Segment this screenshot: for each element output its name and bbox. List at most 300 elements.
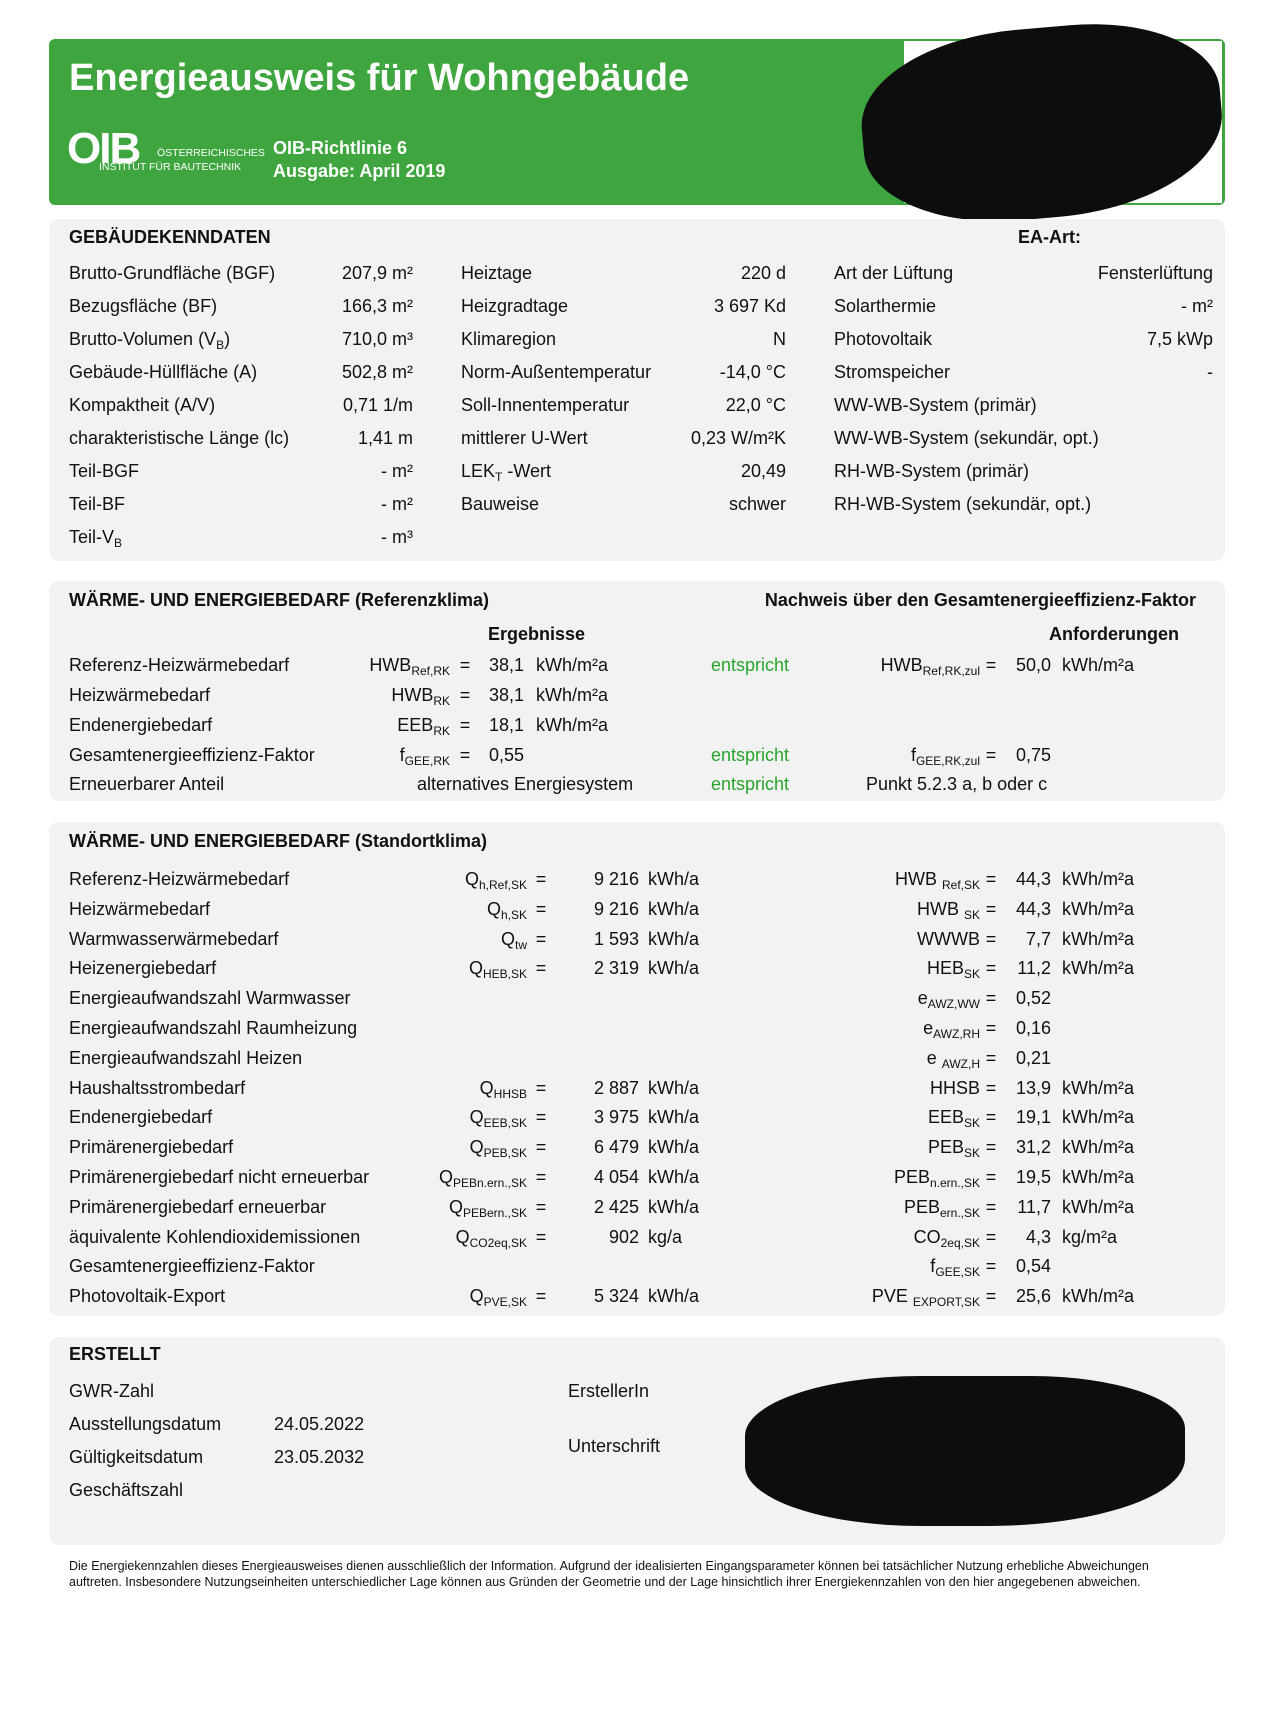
reference-row-label: Heizwärmebedarf (69, 685, 211, 705)
site-row-specific-symbol (780, 987, 980, 1011)
symbol-subscript: RK (433, 694, 450, 708)
label-subscript: B (216, 338, 225, 352)
site-row-label: Energieaufwandszahl Heizen (69, 1048, 303, 1068)
symbol-base: f (930, 1256, 936, 1276)
label-subscript: T (495, 470, 503, 484)
site-row-unit: kWh/a (648, 1167, 700, 1187)
site-row-quantity-symbol (360, 1166, 527, 1190)
reference-row-equals: = (459, 685, 471, 705)
site-row-specific-unit: kWh/m²a (1062, 1137, 1134, 1157)
symbol-base: Q (469, 1286, 484, 1306)
reference-row-symbol (300, 684, 450, 708)
building-data-value: - m² (1181, 296, 1213, 316)
site-row-specific-value: 19,1 (1015, 1107, 1051, 1127)
symbol-base: f (910, 745, 916, 765)
symbol-base: Q (469, 1107, 484, 1127)
site-row-specific-symbol (780, 1285, 980, 1309)
building-data-label: Art der Lüftung (834, 263, 954, 283)
label-text: Teil-BF (69, 494, 126, 514)
symbol-subscript: AWZ,WW (927, 997, 980, 1011)
symbol-base: WWWB (917, 929, 980, 949)
building-data-label (461, 394, 629, 416)
site-row-equals: = (535, 1137, 547, 1157)
site-row-specific-value: 13,9 (1015, 1078, 1051, 1098)
label-text: Bauweise (461, 494, 540, 514)
site-row-specific-unit: kWh/m²a (1062, 1078, 1134, 1098)
site-row-label: Photovoltaik-Export (69, 1286, 226, 1306)
site-row-equals: = (535, 1286, 547, 1306)
reference-row-symbol (300, 714, 450, 738)
building-data-value: 22,0 °C (725, 395, 786, 415)
site-row-value: 9 216 (593, 869, 639, 889)
guideline-name: OIB-Richtlinie 6 (273, 138, 408, 158)
label-end: ) (224, 329, 231, 349)
building-data-label: RH-WB-System (primär) (834, 461, 1029, 481)
label-text: Kompaktheit (A/V) (69, 395, 216, 415)
issuer-label: ErstellerIn (568, 1381, 650, 1401)
site-row-specific-equals: = (985, 1256, 997, 1276)
label-text: mittlerer U-Wert (461, 428, 588, 448)
building-data-value: 20,49 (740, 461, 786, 481)
site-row-equals: = (535, 899, 547, 919)
building-data-value: 207,9 m² (341, 263, 413, 283)
building-data-label (69, 460, 139, 482)
site-row-unit: kWh/a (648, 1197, 700, 1217)
building-data-label (461, 328, 556, 350)
site-row-label: Primärenergiebedarf erneuerbar (69, 1197, 327, 1217)
symbol-subscript: ern.,SK (939, 1206, 980, 1220)
site-row-value: 3 975 (593, 1107, 639, 1127)
building-data-label (461, 295, 568, 317)
symbol-base: Q (479, 1078, 494, 1098)
symbol-base: HHSB (929, 1078, 980, 1098)
building-data-label: Solarthermie (834, 296, 937, 316)
site-row-specific-unit: kWh/m²a (1062, 958, 1134, 978)
site-row-specific-symbol (780, 1047, 980, 1071)
symbol-base: HWB (880, 655, 923, 675)
symbol-subscript: GEE,RK (404, 754, 450, 768)
symbol-base: PVE (871, 1286, 913, 1306)
site-row-label: Energieaufwandszahl Raumheizung (69, 1018, 358, 1038)
building-data-label (461, 493, 539, 515)
site-row-specific-value: 25,6 (1015, 1286, 1051, 1306)
label-text: charakteristische Länge (lc) (69, 428, 290, 448)
label-text: Soll-Innentemperatur (461, 395, 630, 415)
building-data-value: 166,3 m² (341, 296, 413, 316)
guideline-info (273, 137, 445, 183)
institute-name-line1: ÖSTERREICHISCHES (157, 147, 265, 159)
building-data-label (69, 295, 217, 317)
site-row-specific-symbol (780, 1136, 980, 1160)
site-row-specific-unit: kWh/m²a (1062, 929, 1134, 949)
site-row-specific-equals: = (985, 1018, 997, 1038)
site-row-specific-equals: = (985, 1107, 997, 1127)
symbol-base: Q (448, 1197, 463, 1217)
symbol-subscript: Ref,SK (941, 878, 980, 892)
site-row-specific-symbol (780, 1196, 980, 1220)
label-text: Heiztage (461, 263, 533, 283)
symbol-base: Q (469, 1137, 484, 1157)
symbol-base: e (926, 1048, 942, 1068)
symbol-base: Q (455, 1227, 470, 1247)
renewable-share-label: Erneuerbarer Anteil (69, 774, 225, 794)
site-row-quantity-symbol (360, 1285, 527, 1309)
symbol-base: Q (468, 958, 483, 978)
site-row-specific-value: 4,3 (1025, 1227, 1051, 1247)
requirements-column-heading: Anforderungen (1049, 624, 1179, 644)
requirement-value: 0,75 (1015, 745, 1051, 765)
site-row-specific-symbol (780, 898, 980, 922)
site-row-specific-equals: = (985, 929, 997, 949)
oib-logo-icon: OIB (67, 124, 140, 173)
building-data-label (69, 394, 215, 416)
disclaimer-footnote: Die Energiekennzahlen dieses Energieausweises dienen ausschließlich der Information. Aufgrund der idealisierten Eingangsparameter können bei tatsächlicher Nutzung erhebliche Abweichungen auftreten. Insbesondere Nutzungseinheiten unterschiedlicher Lage können aus Gründen der Geometrie und der Lage hinsichtlich ihrer Energiekennzahlen von den hier angegebenen abweichen. (69, 1559, 1149, 1589)
building-data-label (461, 427, 588, 449)
site-row-label: Gesamtenergieeffizienz-Faktor (69, 1256, 315, 1276)
site-row-label: Warmwasserwärmebedarf (69, 929, 279, 949)
building-data-value: N (773, 329, 786, 349)
site-row-specific-equals: = (985, 1197, 997, 1217)
created-row-label: Ausstellungsdatum (69, 1414, 222, 1434)
reference-row-status: entspricht (711, 745, 790, 765)
reference-climate-panel (49, 581, 1225, 801)
label-text: Bezugsfläche (BF) (69, 296, 218, 316)
reference-row-equals: = (459, 715, 471, 735)
symbol-subscript: n.ern.,SK (929, 1176, 980, 1190)
site-row-specific-value: 11,7 (1017, 1197, 1051, 1217)
building-data-value: 0,23 W/m²K (690, 428, 786, 448)
site-row-label: Heizenergiebedarf (69, 958, 217, 978)
building-data-value: 502,8 m² (341, 362, 413, 382)
site-row-specific-symbol (780, 1255, 980, 1279)
site-row-value: 902 (608, 1227, 639, 1247)
redaction-mark (745, 1376, 1185, 1526)
building-data-value: 3 697 Kd (713, 296, 786, 316)
label-text: Heizgradtage (461, 296, 569, 316)
site-row-specific-equals: = (985, 1078, 997, 1098)
symbol-subscript: AWZ,RH (933, 1027, 980, 1041)
symbol-base: e (923, 1018, 934, 1038)
symbol-base: HWB (916, 899, 964, 919)
site-row-specific-unit: kWh/m²a (1062, 869, 1134, 889)
guideline-edition: Ausgabe: April 2019 (273, 161, 446, 181)
symbol-base: EEB (397, 715, 434, 735)
building-data-label (69, 361, 257, 383)
renewable-share-value: alternatives Energiesystem (417, 774, 634, 794)
building-data-value: - m² (381, 461, 413, 481)
building-data-label: Photovoltaik (834, 329, 933, 349)
site-row-specific-equals: = (985, 1048, 997, 1068)
label-text: Norm-Außentemperatur (461, 362, 652, 382)
site-row-label: Endenergiebedarf (69, 1107, 213, 1127)
symbol-subscript: EXPORT,SK (912, 1295, 980, 1309)
site-row-quantity-symbol (360, 1077, 527, 1101)
site-row-unit: kg/a (648, 1227, 683, 1247)
site-row-equals: = (535, 958, 547, 978)
site-row-quantity-symbol (360, 1106, 527, 1130)
site-row-value: 9 216 (593, 899, 639, 919)
symbol-base: Q (486, 899, 501, 919)
site-climate-heading: WÄRME- UND ENERGIEBEDARF (Standortklima) (69, 831, 488, 851)
site-row-equals: = (535, 1197, 547, 1217)
reference-row-value: 0,55 (488, 745, 524, 765)
symbol-subscript: EEB,SK (483, 1116, 527, 1130)
renewable-share-requirement: Punkt 5.2.3 a, b oder c (866, 774, 1048, 794)
label-text: Brutto-Volumen (V (69, 329, 217, 349)
site-row-specific-unit: kWh/m²a (1062, 1167, 1134, 1187)
site-row-equals: = (535, 1078, 547, 1098)
site-row-specific-unit: kWh/m²a (1062, 1286, 1134, 1306)
site-row-specific-equals: = (985, 1137, 997, 1157)
site-row-quantity-symbol (360, 957, 527, 981)
building-data-label: Stromspeicher (834, 362, 951, 382)
symbol-subscript: PEB,SK (483, 1146, 527, 1160)
site-row-specific-value: 0,54 (1015, 1256, 1051, 1276)
label-text: Teil-V (69, 527, 115, 547)
building-data-label: RH-WB-System (sekundär, opt.) (834, 494, 1092, 514)
reference-climate-heading: WÄRME- UND ENERGIEBEDARF (Referenzklima) (69, 590, 490, 610)
site-row-unit: kWh/a (648, 899, 700, 919)
created-row-label: GWR-Zahl (69, 1381, 154, 1401)
site-row-equals: = (535, 929, 547, 949)
site-row-specific-value: 7,7 (1025, 929, 1051, 949)
building-data-label: WW-WB-System (primär) (834, 395, 1037, 415)
symbol-subscript: PEBern.,SK (462, 1206, 527, 1220)
site-row-value: 2 425 (593, 1197, 639, 1217)
site-row-specific-value: 31,2 (1015, 1137, 1051, 1157)
building-data-value: 1,41 m (357, 428, 413, 448)
site-row-specific-equals: = (985, 1286, 997, 1306)
symbol-subscript: SK (963, 1146, 980, 1160)
renewable-share-status: entspricht (711, 774, 790, 794)
site-row-specific-symbol (780, 1017, 980, 1041)
site-row-unit: kWh/a (648, 1286, 700, 1306)
site-row-specific-equals: = (985, 899, 997, 919)
symbol-base: HWB (369, 655, 412, 675)
label-end: -Wert (502, 461, 552, 481)
site-row-specific-symbol (780, 1226, 980, 1250)
building-data-value: - m³ (381, 527, 413, 547)
reference-row-symbol (300, 744, 450, 768)
site-row-quantity-symbol (360, 868, 527, 892)
symbol-base: CO (913, 1227, 941, 1247)
building-data-value: Fensterlüftung (1097, 263, 1213, 283)
symbol-subscript: PEBn.ern.,SK (452, 1176, 527, 1190)
building-data-value: schwer (728, 494, 786, 514)
symbol-subscript: h,Ref,SK (478, 878, 527, 892)
site-row-quantity-symbol (360, 898, 527, 922)
label-subscript: B (114, 536, 123, 550)
reference-row-unit: kWh/m²a (536, 685, 608, 705)
site-row-unit: kWh/a (648, 869, 700, 889)
requirement-value: 50,0 (1015, 655, 1051, 675)
site-row-specific-symbol (780, 1077, 980, 1101)
site-row-value: 2 319 (593, 958, 639, 978)
reference-row-equals: = (459, 745, 471, 765)
site-row-value: 4 054 (593, 1167, 639, 1187)
reference-row-value: 18,1 (488, 715, 524, 735)
symbol-subscript: AWZ,H (941, 1057, 980, 1071)
site-row-label: Primärenergiebedarf nicht erneuerbar (69, 1167, 370, 1187)
building-data-label (69, 526, 122, 550)
site-row-specific-value: 0,52 (1015, 988, 1051, 1008)
requirement-equals: = (985, 655, 997, 675)
site-row-specific-symbol (780, 1106, 980, 1130)
requirement-symbol (800, 654, 980, 678)
symbol-base: EEB (927, 1107, 964, 1127)
symbol-base: PEB (903, 1197, 940, 1217)
building-data-value: 220 d (740, 263, 786, 283)
reference-row-unit: kWh/m²a (536, 655, 608, 675)
institute-name-line2: INSTITUT FÜR BAUTECHNIK (99, 161, 242, 173)
site-row-specific-value: 11,2 (1017, 958, 1051, 978)
ea-type-label: EA-Art: (1018, 227, 1081, 247)
building-data-label (69, 262, 275, 284)
site-row-specific-unit: kWh/m²a (1062, 1197, 1134, 1217)
building-data-label (461, 361, 651, 383)
symbol-subscript: HEB,SK (482, 967, 527, 981)
site-row-specific-value: 44,3 (1015, 899, 1051, 919)
efficiency-proof-heading: Nachweis über den Gesamtenergieeffizienz-Faktor (764, 590, 1196, 610)
reference-row-symbol (300, 654, 450, 678)
results-column-heading: Ergebnisse (488, 624, 586, 644)
site-row-unit: kWh/a (648, 929, 700, 949)
site-row-label: Heizwärmebedarf (69, 899, 211, 919)
reference-row-unit: kWh/m²a (536, 715, 608, 735)
site-row-value: 5 324 (593, 1286, 639, 1306)
site-row-specific-unit: kWh/m²a (1062, 899, 1134, 919)
site-row-specific-value: 0,16 (1015, 1018, 1051, 1038)
created-heading: ERSTELLT (69, 1344, 161, 1364)
reference-row-label: Gesamtenergieeffizienz-Faktor (69, 745, 315, 765)
site-row-quantity-symbol (360, 1226, 527, 1250)
symbol-base: PEB (927, 1137, 964, 1157)
reference-row-equals: = (459, 655, 471, 675)
building-data-label (69, 328, 230, 352)
symbol-subscript: h,SK (500, 908, 527, 922)
site-row-value: 2 887 (593, 1078, 639, 1098)
document-title: Energieausweis für Wohngebäude (69, 57, 690, 99)
signature-label: Unterschrift (568, 1436, 661, 1456)
label-text: Brutto-Grundfläche (BGF) (69, 263, 276, 283)
site-row-label: äquivalente Kohlendioxidemissionen (69, 1227, 361, 1247)
created-row-value: 24.05.2022 (274, 1414, 365, 1434)
symbol-subscript: RK (433, 724, 450, 738)
site-row-specific-unit: kg/m²a (1062, 1227, 1118, 1247)
requirement-equals: = (985, 745, 997, 765)
symbol-base: PEB (893, 1167, 930, 1187)
created-row-label: Geschäftszahl (69, 1480, 184, 1500)
building-data-label (69, 493, 125, 515)
site-row-specific-symbol (780, 868, 980, 892)
building-data-label (69, 427, 289, 449)
site-row-equals: = (535, 869, 547, 889)
site-row-specific-equals: = (985, 988, 997, 1008)
site-row-value: 1 593 (593, 929, 639, 949)
site-row-label: Haushaltsstrombedarf (69, 1078, 246, 1098)
created-row-label: Gültigkeitsdatum (69, 1447, 204, 1467)
reference-row-value: 38,1 (488, 685, 524, 705)
requirement-unit: kWh/m²a (1062, 655, 1134, 675)
site-row-equals: = (535, 1227, 547, 1247)
symbol-subscript: SK (963, 908, 980, 922)
building-data-heading: GEBÄUDEKENNDATEN (69, 227, 271, 247)
building-data-label (461, 460, 551, 484)
symbol-subscript: SK (963, 967, 980, 981)
reference-row-value: 38,1 (488, 655, 524, 675)
site-row-specific-symbol (780, 928, 980, 952)
symbol-base: HEB (926, 958, 964, 978)
label-text: Klimaregion (461, 329, 557, 349)
site-row-quantity-symbol (360, 1136, 527, 1160)
symbol-base: e (917, 988, 928, 1008)
site-row-value: 6 479 (593, 1137, 639, 1157)
building-data-value: - (1207, 362, 1213, 382)
symbol-subscript: GEE,RK,zul (915, 754, 980, 768)
label-text: LEK (461, 461, 496, 481)
symbol-subscript: tw (515, 938, 527, 952)
site-row-specific-value: 44,3 (1015, 869, 1051, 889)
symbol-subscript: SK (963, 1116, 980, 1130)
symbol-base: Q (438, 1167, 453, 1187)
site-row-specific-equals: = (985, 1167, 997, 1187)
site-row-equals: = (535, 1167, 547, 1187)
site-row-specific-value: 0,21 (1015, 1048, 1051, 1068)
building-data-value: 0,71 1/m (342, 395, 413, 415)
symbol-base: HWB (894, 869, 942, 889)
site-row-specific-value: 19,5 (1015, 1167, 1051, 1187)
site-row-specific-equals: = (985, 869, 997, 889)
site-row-label: Referenz-Heizwärmebedarf (69, 869, 290, 889)
symbol-base: Q (464, 869, 479, 889)
site-row-quantity-symbol (360, 928, 527, 952)
reference-row-label: Referenz-Heizwärmebedarf (69, 655, 290, 675)
building-data-label: WW-WB-System (sekundär, opt.) (834, 428, 1099, 448)
symbol-base: f (399, 745, 405, 765)
site-row-label: Energieaufwandszahl Warmwasser (69, 988, 351, 1008)
reference-row-status: entspricht (711, 655, 790, 675)
created-row-value: 23.05.2032 (274, 1447, 365, 1467)
symbol-subscript: Ref,RK (411, 664, 450, 678)
building-data-value: 7,5 kWp (1146, 329, 1213, 349)
site-row-unit: kWh/a (648, 1137, 700, 1157)
symbol-subscript: HHSB (493, 1087, 527, 1101)
site-row-equals: = (535, 1107, 547, 1127)
symbol-subscript: PVE,SK (483, 1295, 527, 1309)
site-row-specific-symbol (780, 957, 980, 981)
building-data-value: - m² (381, 494, 413, 514)
site-row-specific-equals: = (985, 1227, 997, 1247)
site-row-specific-equals: = (985, 958, 997, 978)
label-text: Gebäude-Hüllfläche (A) (69, 362, 258, 382)
symbol-subscript: GEE,SK (935, 1265, 980, 1279)
symbol-subscript: 2eq,SK (940, 1236, 980, 1250)
symbol-subscript: Ref,RK,zul (922, 664, 980, 678)
building-data-value: 710,0 m³ (341, 329, 413, 349)
requirement-symbol (800, 744, 980, 768)
reference-row-label: Endenergiebedarf (69, 715, 213, 735)
building-data-label (461, 262, 532, 284)
building-data-value: -14,0 °C (719, 362, 786, 382)
site-row-unit: kWh/a (648, 958, 700, 978)
symbol-base: HWB (391, 685, 434, 705)
site-row-specific-unit: kWh/m²a (1062, 1107, 1134, 1127)
site-row-specific-symbol (780, 1166, 980, 1190)
symbol-subscript: CO2eq,SK (469, 1236, 527, 1250)
label-text: Teil-BGF (69, 461, 140, 481)
site-row-label: Primärenergiebedarf (69, 1137, 234, 1157)
symbol-base: Q (500, 929, 515, 949)
